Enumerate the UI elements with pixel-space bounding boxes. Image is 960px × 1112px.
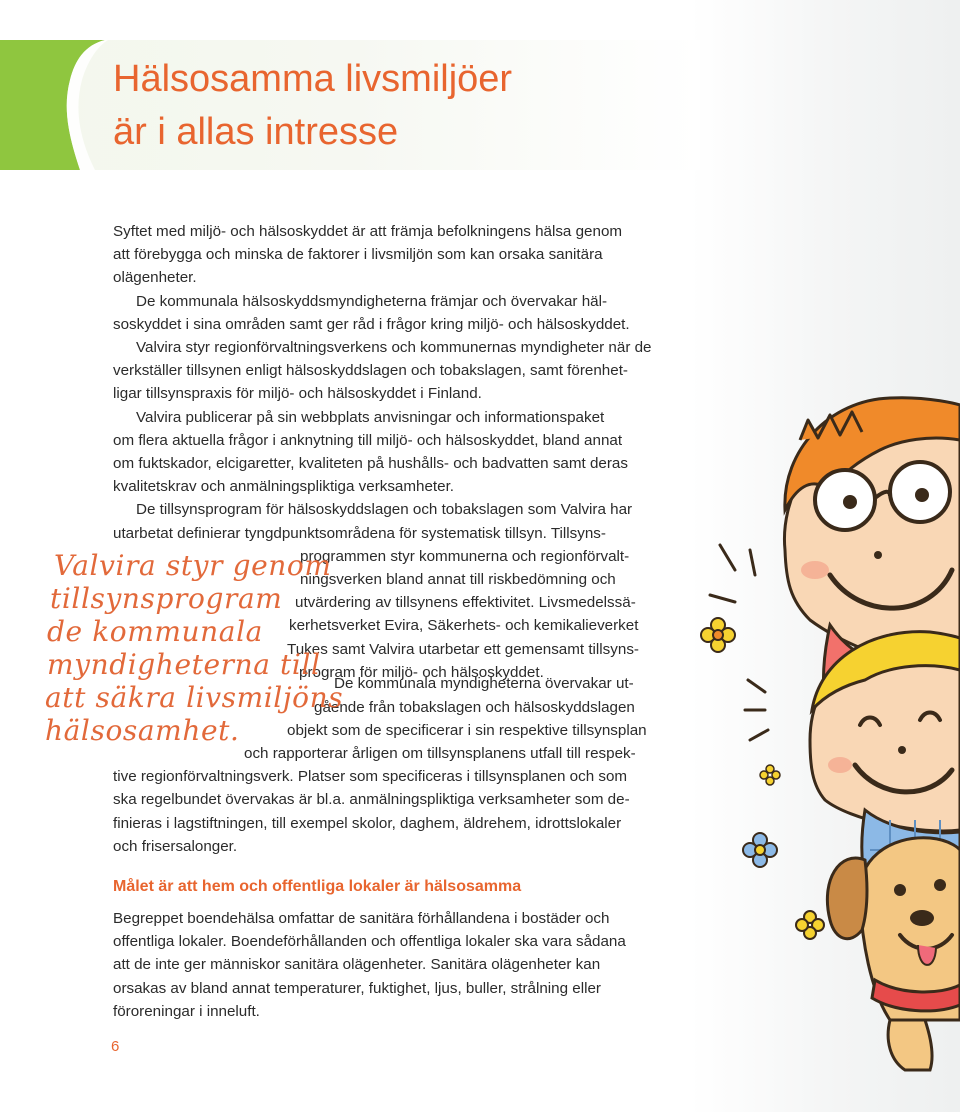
title-band: [0, 40, 700, 170]
text-line: Begreppet boendehälsa omfattar de sanitära förhållandena i bostäder och: [113, 910, 610, 927]
text-line: Syftet med miljö- och hälsoskyddet är att främja befolkningens hälsa genom: [113, 223, 623, 240]
cartoon-children-and-dog-illustration: [690, 380, 960, 1080]
pull-quote-line: myndigheterna till: [47, 648, 321, 681]
text-line: att förebygga och minska de faktorer i livsmiljön som kan orsaka sanitära: [113, 246, 603, 264]
pull-quote-line: hälsosamhet.: [45, 714, 240, 747]
text-line: De tillsynsprogram för hälsoskyddslagen och tobakslagen som Valvira har: [136, 501, 633, 519]
text-line: och frisersalonger.: [113, 837, 238, 855]
text-line: orsakas av bland annat temperaturer, fuktighet, ljus, buller, strålning eller: [113, 979, 601, 997]
pull-quote-line: tillsynsprogram: [50, 582, 283, 615]
text-line: ligar tillsynspraxis för miljö- och hälsoskyddet i Finland.: [113, 385, 482, 403]
text-line: De kommunala myndigheterna övervakar ut-: [334, 675, 634, 693]
text-line: Valvira publicerar på sin webbplats anvisningar och informationspaket: [136, 408, 605, 426]
pull-quote-line: att säkra livsmiljöns: [45, 681, 344, 714]
text-line: De kommunala hälsoskyddsmyndigheterna främjar och övervakar häl-: [136, 292, 608, 310]
text-line: soskyddet i sina områden samt ger råd i frågor kring miljö- och hälsoskyddet.: [113, 315, 630, 333]
text-line: program för miljö- och hälsoskyddet.: [299, 663, 544, 681]
text-line: ningsverken bland annat till riskbedömning och: [300, 570, 616, 588]
page-title-line-2: är i allas intresse: [113, 111, 399, 153]
text-line: utarbetat definierar tyngdpunktsområdena för systematisk tillsyn. Tillsyns-: [113, 524, 606, 542]
text-line: föroreningar i inneluft.: [113, 1002, 260, 1020]
text-line: gående från tobakslagen och hälsoskyddslagen: [314, 698, 635, 716]
text-line: om flera aktuella frågor i anknytning till miljö- och hälsoskyddet, bland annat: [113, 431, 623, 449]
text-line: om fuktskador, elcigaretter, kvaliteten på hushålls- och badvatten samt deras: [113, 454, 628, 472]
text-line: ska regelbundet övervakas är bl.a. anmälningspliktiga verksamheter som de-: [113, 791, 630, 809]
pull-quote-line: Valvira styr genom: [54, 549, 332, 582]
cartoon-dog: [827, 838, 960, 1070]
text-line: olägenheter.: [113, 269, 197, 287]
text-line: finieras i lagstiftningen, till exempel skolor, daghem, äldrehem, idrottslokaler: [113, 814, 622, 832]
text-line: kerhetsverket Evira, Säkerhets- och kemikalieverket: [289, 617, 639, 635]
page-title-line-1: Hälsosamma livsmiljöer: [113, 58, 513, 100]
text-line: objekt som de specificerar i sin respektive tillsynsplan: [287, 721, 647, 739]
text-line: verkställer tillsynen enligt hälsoskyddslagen och tobakslagen, samt förenhet-: [113, 362, 628, 380]
text-line: Tukes samt Valvira utarbetar ett gemensamt tillsyns-: [287, 640, 639, 658]
page-number: 6: [111, 1038, 120, 1055]
pull-quote-line: de kommunala: [47, 615, 263, 648]
text-line: att de inte ger människor sanitära olägenheter. Sanitära olägenheter kan: [113, 956, 601, 974]
text-line: offentliga lokaler. Boendeförhållanden och offentliga lokaler ska vara sådana: [113, 933, 626, 951]
text-line: programmen styr kommunerna och regionförvalt-: [300, 547, 630, 565]
text-line: utvärdering av tillsynens effektivitet. Livsmedelssä-: [295, 594, 636, 612]
text-line: kvalitetskrav och anmälningspliktiga verksamheter.: [113, 478, 455, 496]
text-line: tive regionförvaltningsverk. Platser som specificeras i tillsynsplanen och som: [113, 768, 628, 786]
text-line: och rapporterar årligen om tillsynsplanens utfall till respek-: [244, 744, 636, 762]
text-line: Valvira styr regionförvaltningsverkens och kommunernas myndigheter när de: [136, 339, 652, 356]
section-heading: Målet är att hem och offentliga lokaler är hälsosamma: [113, 878, 522, 895]
